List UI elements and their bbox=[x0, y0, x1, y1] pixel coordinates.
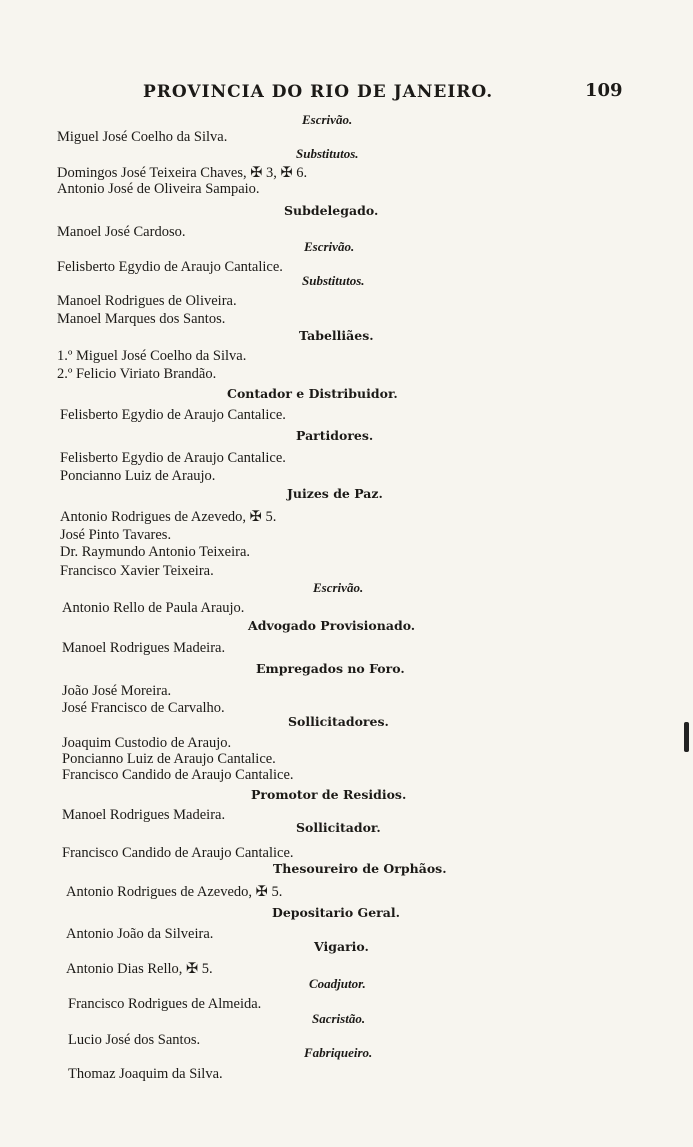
entry-name: Manoel Marques dos Santos. bbox=[57, 311, 226, 327]
entry-name: Felisberto Egydio de Araujo Cantalice. bbox=[57, 259, 283, 275]
entry-name: Manoel José Cardoso. bbox=[57, 224, 186, 240]
section-heading: Sollicitador. bbox=[296, 820, 381, 835]
margin-mark bbox=[684, 722, 689, 752]
section-heading: Substitutos. bbox=[302, 273, 365, 288]
entry-name: Joaquim Custodio de Araujo. bbox=[62, 735, 232, 751]
section-heading: Sacristão. bbox=[312, 1011, 366, 1026]
section-heading: Promotor de Residios. bbox=[251, 787, 407, 802]
entry-name: Poncianno Luiz de Araujo. bbox=[60, 468, 216, 484]
entry-name: Felisberto Egydio de Araujo Cantalice. bbox=[60, 407, 286, 423]
section-heading: Empregados no Foro. bbox=[256, 661, 405, 676]
entry-name: Lucio José dos Santos. bbox=[68, 1032, 201, 1048]
entry-name: Manoel Rodrigues de Oliveira. bbox=[57, 293, 237, 309]
page-header: PROVINCIA DO RIO DE JANEIRO. bbox=[143, 82, 494, 102]
entry-name: Poncianno Luiz de Araujo Cantalice. bbox=[62, 751, 276, 767]
page-number: 109 bbox=[585, 80, 623, 101]
entry-name: João José Moreira. bbox=[62, 683, 172, 699]
section-heading: Escrivão. bbox=[302, 112, 353, 127]
section-heading: Coadjutor. bbox=[309, 976, 366, 991]
section-heading: Thesoureiro de Orphãos. bbox=[273, 861, 447, 876]
section-heading: Contador e Distribuidor. bbox=[227, 386, 398, 401]
section-heading: Fabriqueiro. bbox=[304, 1045, 373, 1060]
section-heading: Escrivão. bbox=[313, 580, 364, 595]
entry-name: 2.º Felicio Viriato Brandão. bbox=[57, 366, 217, 382]
section-heading: Tabelliães. bbox=[299, 328, 374, 343]
entry-name: Antonio Rodrigues de Azevedo, ✠ 5. bbox=[60, 509, 277, 525]
entry-name: José Pinto Tavares. bbox=[60, 527, 172, 543]
section-heading: Partidores. bbox=[296, 428, 374, 443]
entry-name: Thomaz Joaquim da Silva. bbox=[68, 1066, 223, 1082]
entry-name: Francisco Candido de Araujo Cantalice. bbox=[62, 845, 294, 861]
section-heading: Subdelegado. bbox=[284, 203, 379, 218]
entry-name: Antonio José de Oliveira Sampaio. bbox=[57, 181, 260, 197]
entry-name: Antonio Dias Rello, ✠ 5. bbox=[66, 961, 213, 977]
entry-name: Antonio João da Silveira. bbox=[66, 926, 214, 942]
section-heading: Sollicitadores. bbox=[288, 714, 389, 729]
entry-name: José Francisco de Carvalho. bbox=[62, 700, 225, 716]
entry-name: Miguel José Coelho da Silva. bbox=[57, 129, 228, 145]
section-heading: Depositario Geral. bbox=[272, 905, 400, 920]
entry-name: Francisco Rodrigues de Almeida. bbox=[68, 996, 262, 1012]
section-heading: Vigario. bbox=[314, 939, 369, 954]
entry-name: Domingos José Teixeira Chaves, ✠ 3, ✠ 6. bbox=[57, 165, 308, 181]
entry-name: Manoel Rodrigues Madeira. bbox=[62, 807, 226, 823]
section-heading: Advogado Provisionado. bbox=[248, 618, 416, 633]
entry-name: Francisco Xavier Teixeira. bbox=[60, 563, 214, 579]
entry-name: Francisco Candido de Araujo Cantalice. bbox=[62, 767, 294, 783]
entry-name: Felisberto Egydio de Araujo Cantalice. bbox=[60, 450, 286, 466]
entry-name: 1.º Miguel José Coelho da Silva. bbox=[57, 348, 247, 364]
entry-name: Antonio Rodrigues de Azevedo, ✠ 5. bbox=[66, 884, 283, 900]
entry-name: Dr. Raymundo Antonio Teixeira. bbox=[60, 544, 251, 560]
section-heading: Juizes de Paz. bbox=[287, 486, 383, 501]
section-heading: Substitutos. bbox=[296, 146, 359, 161]
entry-name: Antonio Rello de Paula Araujo. bbox=[62, 600, 245, 616]
entry-name: Manoel Rodrigues Madeira. bbox=[62, 640, 226, 656]
section-heading: Escrivão. bbox=[304, 239, 355, 254]
